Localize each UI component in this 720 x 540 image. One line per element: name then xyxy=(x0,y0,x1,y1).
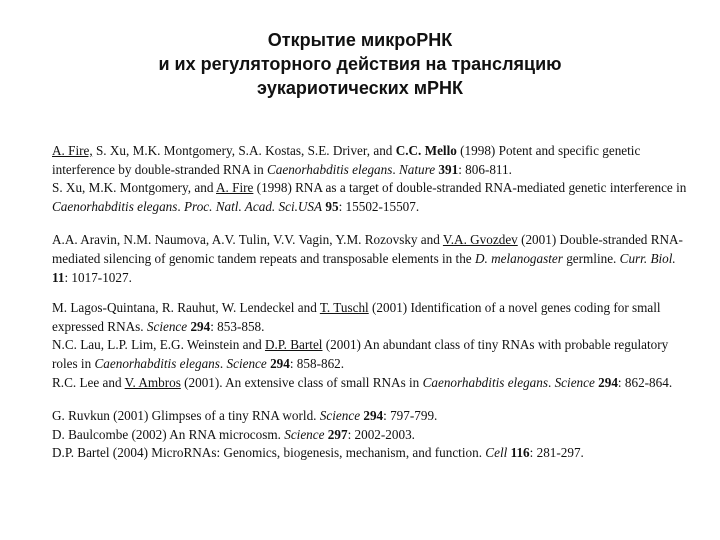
journal-name: Science xyxy=(554,374,595,390)
ref-text: . xyxy=(177,198,184,214)
reference-bartel-2004-cell xyxy=(52,444,692,463)
ref-text: (1998) Potent and specific genetic interference by double-stranded RNA in xyxy=(52,143,641,177)
page-range: : 281-297. xyxy=(529,445,584,461)
ref-text: N.C. Lau, L.P. Lim, E.G. Weinstein and xyxy=(52,337,265,353)
ref-text: . xyxy=(392,161,399,177)
journal-volume: 95 xyxy=(322,198,339,214)
ref-text: R.C. Lee and xyxy=(52,374,125,390)
reference-group-2 xyxy=(52,231,692,287)
species-name: Caenorhabditis elegans xyxy=(266,161,393,177)
journal-name: Science xyxy=(284,426,325,442)
reference-lee-2001-science xyxy=(52,374,692,393)
author-underlined: T. Tuschl xyxy=(319,300,369,316)
reference-aravin-2001-currbiol xyxy=(52,231,692,287)
journal-volume: 294 xyxy=(187,318,211,334)
reference-ruvkun-2001-science xyxy=(52,407,692,426)
page-range: : 797-799. xyxy=(383,408,438,424)
species-name: Caenorhabditis elegans xyxy=(52,198,178,214)
title-line-2: и их регуляторного действия на трансляцию xyxy=(158,54,562,74)
ref-text: A.A. Aravin, N.M. Naumova, A.V. Tulin, V.V. Vagin, Y.M. Rozovsky and xyxy=(52,232,443,248)
page-range: : 15502-15507. xyxy=(338,198,420,214)
author-underlined: A. Fire xyxy=(216,180,254,196)
ref-text: . xyxy=(547,374,555,390)
journal-name: Science xyxy=(319,408,361,424)
page-range: : 806-811. xyxy=(458,161,512,177)
journal-name: Curr. Biol. xyxy=(619,250,676,266)
page-range: : 862-864. xyxy=(617,374,673,390)
page-range: : 853-858. xyxy=(210,318,265,334)
journal-name: Proc. Natl. Acad. Sci.USA xyxy=(184,198,323,214)
ref-text: (2001) Identification of a novel genes coding for small expressed RNAs. xyxy=(52,300,661,334)
reference-fire-1998-nature xyxy=(52,142,692,179)
reference-group-3 xyxy=(52,299,692,392)
reference-baulcombe-2002-science xyxy=(52,426,692,445)
ref-text: S. Xu, M.K. Montgomery, S.A. Kostas, S.E. Driver, and xyxy=(92,143,396,158)
title-line-1: Открытие микроРНК xyxy=(267,30,453,50)
slide-title xyxy=(40,28,680,100)
journal-volume: 297 xyxy=(324,426,348,442)
journal-name: Cell xyxy=(485,445,508,461)
reference-lagos-quintana-2001-science xyxy=(52,299,692,336)
journal-name: Science xyxy=(226,355,267,371)
species-name: D. melanogaster xyxy=(474,250,563,266)
author-underlined: D.P. Bartel xyxy=(264,337,323,353)
ref-text: (2001). An extensive class of small RNAs in xyxy=(180,374,423,390)
journal-name: Science xyxy=(146,318,188,334)
page-range: : 2002-2003. xyxy=(347,426,415,442)
reference-lau-2001-science xyxy=(52,336,692,373)
ref-text: . xyxy=(219,355,227,371)
journal-volume: 391 xyxy=(435,161,459,177)
author-underlined: A. Fire, xyxy=(52,143,93,158)
author-bold: C.C. Mello xyxy=(395,143,457,158)
author-underlined: V. Ambros xyxy=(124,374,181,390)
species-name: Caenorhabditis elegans xyxy=(94,355,220,371)
reference-group-4 xyxy=(52,407,692,463)
ref-text: (1998) RNA as a target of double-stranded RNA-mediated genetic interference in xyxy=(253,180,687,196)
reference-list xyxy=(52,142,692,478)
ref-text: germline. xyxy=(562,250,620,266)
journal-name: Nature xyxy=(398,161,436,177)
ref-text: G. Ruvkun (2001) Glimpses of a tiny RNA world. xyxy=(52,408,320,424)
ref-text: (2001) An abundant class of tiny RNAs with probable regulatory roles in xyxy=(52,337,669,371)
journal-volume: 294 xyxy=(594,374,618,390)
journal-volume: 294 xyxy=(266,355,290,371)
reference-xu-1998-pnas xyxy=(52,179,692,216)
journal-volume: 294 xyxy=(360,408,384,424)
journal-volume: 116 xyxy=(507,445,530,461)
ref-text: (2001) Double-stranded RNA-mediated silencing of genomic tandem repeats and transposable elements in the xyxy=(52,232,683,266)
page-range: : 1017-1027. xyxy=(64,269,132,285)
ref-text: M. Lagos-Quintana, R. Rauhut, W. Lendeckel and xyxy=(52,300,320,316)
ref-text: D. Baulcombe (2002) An RNA microcosm. xyxy=(52,426,285,442)
reference-group-1 xyxy=(52,142,692,216)
author-underlined: V.A. Gvozdev xyxy=(442,232,518,248)
ref-text: D.P. Bartel (2004) MicroRNAs: Genomics, biogenesis, mechanism, and function. xyxy=(52,445,486,461)
title-line-3: эукариотических мРНК xyxy=(256,78,464,98)
page-range: : 858-862. xyxy=(289,355,345,371)
ref-text: S. Xu, M.K. Montgomery, and xyxy=(52,180,216,196)
species-name: Caenorhabditis elegans xyxy=(422,374,548,390)
journal-volume: 11 xyxy=(52,269,65,285)
